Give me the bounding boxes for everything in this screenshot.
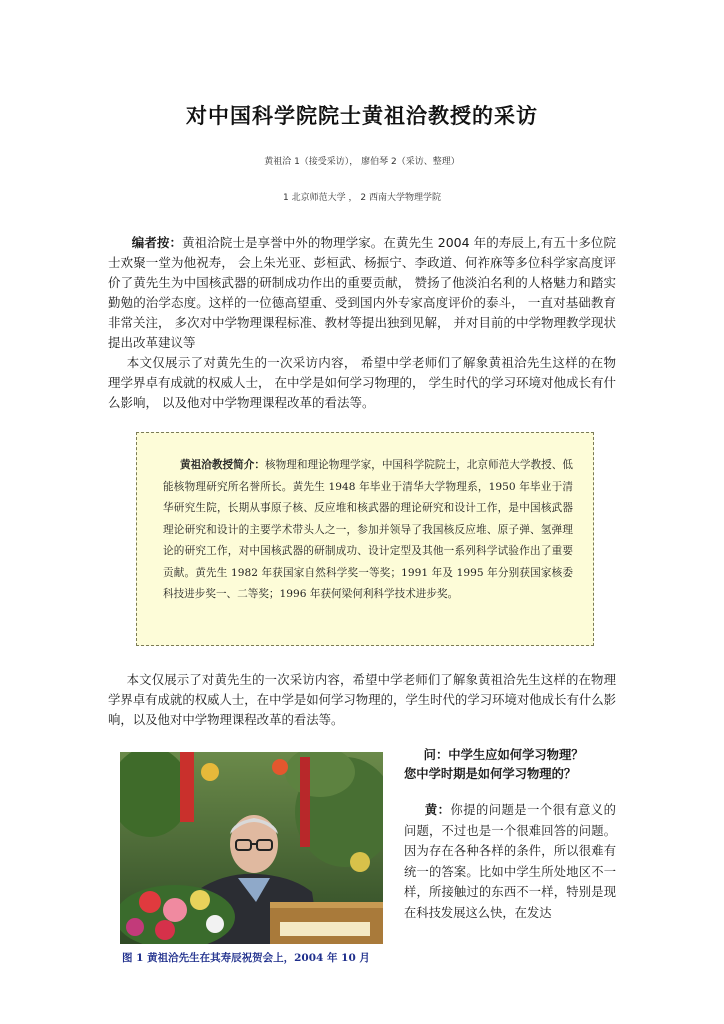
editor-note-text: 黄祖洽院士是享誉中外的物理学家。在黄先生 2004 年的寿辰上,有五十多位院士欢聚一堂为他祝寿， 会上朱光亚、彭桓武、杨振宁、李政道、何祚庥等多位科学家高度评价了黄先生为中国核武器的研制成功作出的重要贡献， 赞扬了他淡泊名利的人格魅力和踏实勤勉的治学态度。这样的一位德高望重、受到国内外专家高度评价的泰斗， 一直对基础教育非常关注， 多次对中学物理课程标准、教材等提出独到见解， 并对目前的中学物理教学现状提出改革建议等 bbox=[108, 235, 616, 350]
editor-note-lead: 编者按： bbox=[131, 235, 183, 250]
portrait-photo-illustration bbox=[120, 752, 383, 944]
intro-paragraph-2: 本文仅展示了对黄先生的一次采访内容，希望中学老师们了解象黄祖洽先生这样的在物理学界卓有成就的权威人士，在中学是如何学习物理的，学生时代的学习环境对他成长有什么影响，以及他对中学物理课程改革的看法等。 bbox=[108, 672, 617, 727]
article-affiliations: 1 北京师范大学 ， 2 西南大学物理学院 bbox=[283, 193, 441, 203]
interview-question bbox=[404, 745, 616, 783]
question-label: 问： bbox=[423, 747, 449, 762]
portrait-photo bbox=[120, 752, 383, 944]
intro-paragraph-1: 本文仅展示了对黄先生的一次采访内容， 希望中学老师们了解象黄祖洽先生这样的在物理学界卓有成就的权威人士， 在中学是如何学习物理的， 学生时代的学习环境对他成长有什么影响， 以及他对中学物理课程改革的看法等。 bbox=[108, 355, 616, 410]
answer-speaker: 黄： bbox=[424, 802, 451, 817]
question-line-2: 您中学时期是如何学习物理的？ bbox=[404, 766, 577, 781]
answer-text: 你提的问题是一个很有意义的问题，不过也是一个很难回答的问题。因为存在各种各样的条件，所以很难有统一的答案。比如中学生所处地区不一样，所接触过的东西不一样，特别是现在科技发展这么快，在发达 bbox=[404, 803, 616, 920]
bio-box-text: 核物理和理论物理学家，中国科学院院士，北京师范大学教授、低能核物理研究所名誉所长。黄先生 1948 年毕业于清华大学物理系，1950 年毕业于清华研究生院，长期从事原子核、反应堆和核武器的理论研究和设计工作，是中国核武器理论研究和设计的主要学术带头人之一，参加并领导了我国核反应堆、原子弹、氢弹理论的研究工作，对中国核武器的研制成功、设计定型及其他一系列科学试验作出了重要贡献。黄先生 1982 年获国家自然科学奖一等奖；1991 年及 1995 年分别获国家核委科技进步奖一、二等奖；1996 年获何梁何利科学技术进步奖。 bbox=[163, 459, 574, 600]
figure-caption: 图 1 黄祖洽先生在其寿辰祝贺会上，2004 年 10 月 bbox=[122, 952, 370, 964]
article-authors: 黄祖洽 1（接受采访）， 廖伯琴 2（采访、整理） bbox=[264, 157, 460, 167]
question-text-1: 中学生应如何学习物理？ bbox=[448, 747, 584, 762]
question-line-1 bbox=[404, 745, 616, 764]
bio-box bbox=[136, 432, 594, 646]
bio-box-heading: 黄祖洽教授简介： bbox=[179, 459, 265, 471]
editor-note bbox=[108, 233, 616, 353]
article-title: 对中国科学院院士黄祖洽教授的采访 bbox=[186, 104, 538, 128]
interview-answer bbox=[404, 800, 616, 923]
